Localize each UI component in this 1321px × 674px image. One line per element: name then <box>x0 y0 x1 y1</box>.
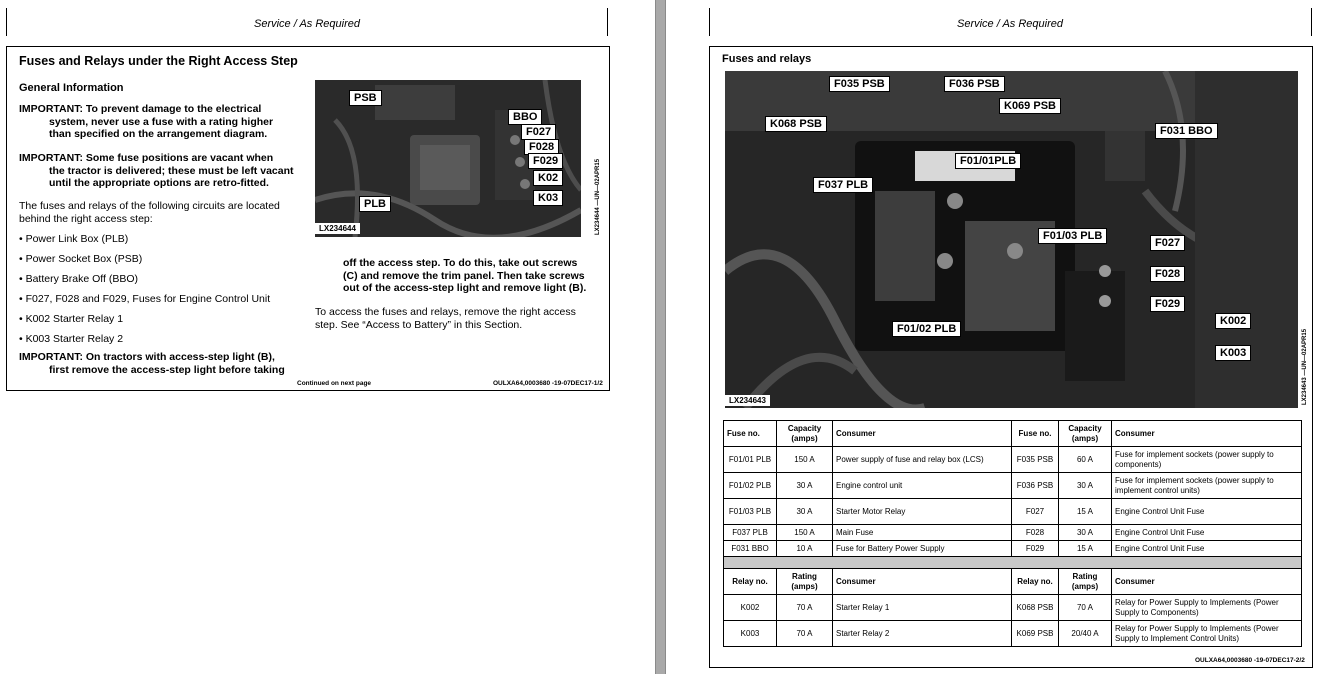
access-line-b: step. See “Access to Battery” in this Section. <box>315 318 523 331</box>
list-item: • Power Socket Box (PSB) <box>19 253 143 265</box>
list-item: • F027, F028 and F029, Fuses for Engine Control Unit <box>19 293 271 305</box>
table-row <box>724 541 1302 557</box>
important-3-line-a: IMPORTANT: On tractors with access-step light (B), <box>19 351 275 363</box>
table-cell: 60 A <box>1059 447 1112 473</box>
table-cell: 30 A <box>777 499 833 525</box>
table-header: Capacity (amps) <box>777 421 833 447</box>
left-footer-code: OULXA64,0003680 -19-07DEC17-1/2 <box>493 380 603 387</box>
table-header: Relay no. <box>1012 569 1059 595</box>
table-cell: 150 A <box>777 525 833 541</box>
access-paragraph <box>315 306 605 331</box>
important-2-line-c: until the appropriate options are retro-fitted. <box>49 177 269 189</box>
important-note-2 <box>19 152 309 190</box>
photo-label: K068 PSB <box>765 116 827 132</box>
photo-label: PLB <box>359 196 391 212</box>
table-header: Capacity (amps) <box>1059 421 1112 447</box>
photo-label: F01/02 PLB <box>892 321 961 337</box>
table-cell: K003 <box>724 621 777 647</box>
table-separator-row <box>724 557 1302 569</box>
table-row <box>724 595 1302 621</box>
important-note-3 <box>19 351 309 376</box>
photo-label: K02 <box>533 170 563 186</box>
right-page-header: Service / As Required <box>957 18 1063 30</box>
photo-label: F036 PSB <box>944 76 1005 92</box>
photo-label: F027 <box>1150 235 1185 251</box>
photo-label: K002 <box>1215 313 1251 329</box>
table-cell: Starter Relay 2 <box>833 621 1012 647</box>
table-cell: F01/03 PLB <box>724 499 777 525</box>
important-1-line-a: IMPORTANT: To prevent damage to the electrical <box>19 103 262 115</box>
important-1-line-c: than specified on the arrangement diagram. <box>49 128 268 140</box>
relay-header-row <box>724 569 1302 595</box>
photo-label: F028 <box>1150 266 1185 282</box>
table-cell: Starter Motor Relay <box>833 499 1012 525</box>
table-cell: F01/01 PLB <box>724 447 777 473</box>
photo-label: K069 PSB <box>999 98 1061 114</box>
table-row <box>724 447 1302 473</box>
table-header: Relay no. <box>724 569 777 595</box>
table-cell: Starter Relay 1 <box>833 595 1012 621</box>
photo-label: F029 <box>1150 296 1185 312</box>
fuse-header-row <box>724 421 1302 447</box>
left-page-header: Service / As Required <box>254 18 360 30</box>
photo-label: BBO <box>508 109 542 125</box>
table-cell: 70 A <box>777 595 833 621</box>
table-cell: Engine control unit <box>833 473 1012 499</box>
table-cell: F01/02 PLB <box>724 473 777 499</box>
table-cell: F027 <box>1012 499 1059 525</box>
continued-footer: Continued on next page <box>297 380 372 387</box>
photo-label: F029 <box>528 153 563 169</box>
cont-line-b: (C) and remove the trim panel. Then take screws <box>343 269 585 282</box>
table-header: Consumer <box>1112 421 1302 447</box>
table-cell: F028 <box>1012 525 1059 541</box>
photo-label: F01/03 PLB <box>1038 228 1107 244</box>
list-item: • Battery Brake Off (BBO) <box>19 273 139 285</box>
table-cell: F036 PSB <box>1012 473 1059 499</box>
intro-paragraph <box>19 200 309 225</box>
table-row <box>724 473 1302 499</box>
list-item: • Power Link Box (PLB) <box>19 233 129 245</box>
general-info-heading: General Information <box>19 82 124 94</box>
table-header: Consumer <box>833 421 1012 447</box>
table-cell: 70 A <box>1059 595 1112 621</box>
page-gutter <box>655 0 666 674</box>
table-header: Fuse no. <box>724 421 777 447</box>
table-cell: Engine Control Unit Fuse <box>1112 499 1302 525</box>
circuit-list <box>19 233 270 353</box>
cont-line-a: off the access step. To do this, take out screws <box>343 257 578 269</box>
table-cell: Fuse for implement sockets (power supply to implement control units) <box>1112 473 1302 499</box>
table-row <box>724 525 1302 541</box>
table-cell: 10 A <box>777 541 833 557</box>
table-header: Rating (amps) <box>1059 569 1112 595</box>
table-cell: K068 PSB <box>1012 595 1059 621</box>
right-page-title: Fuses and relays <box>722 53 812 65</box>
table-cell: Engine Control Unit Fuse <box>1112 525 1302 541</box>
right-footer-code: OULXA64,0003680 -19-07DEC17-2/2 <box>1195 657 1305 664</box>
important-note-1 <box>19 103 309 141</box>
table-cell: F029 <box>1012 541 1059 557</box>
photo-caption: LX234643 <box>725 395 770 406</box>
table-row <box>724 499 1302 525</box>
table-cell: K002 <box>724 595 777 621</box>
photo-label: F035 PSB <box>829 76 890 92</box>
important-1-line-b: system, never use a fuse with a rating higher <box>49 115 274 128</box>
continued-instructions <box>343 257 605 295</box>
cont-line-c: out of the access-step light and remove light (B). <box>343 282 587 294</box>
intro-line-b: behind the right access step: <box>19 212 153 225</box>
important-2-line-a: IMPORTANT: Some fuse positions are vacant when <box>19 152 274 164</box>
table-cell: Fuse for Battery Power Supply <box>833 541 1012 557</box>
table-cell: Relay for Power Supply to Implements (Power Supply to Implement Control Units) <box>1112 621 1302 647</box>
table-cell: F037 PLB <box>724 525 777 541</box>
table-cell: Relay for Power Supply to Implements (Power Supply to Components) <box>1112 595 1302 621</box>
important-3-line-b: first remove the access-step light before taking <box>49 363 285 376</box>
table-cell: 20/40 A <box>1059 621 1112 647</box>
intro-line-a: The fuses and relays of the following circuits are located <box>19 200 280 212</box>
list-item: • K002 Starter Relay 1 <box>19 313 124 325</box>
right-header-rule-right <box>1311 8 1312 36</box>
table-header: Consumer <box>1112 569 1302 595</box>
photo-label: K03 <box>533 190 563 206</box>
right-photo <box>725 71 1298 408</box>
important-2-line-b: the tractor is delivered; these must be left vacant <box>49 164 294 177</box>
table-cell: 15 A <box>1059 541 1112 557</box>
photo-label: F028 <box>524 139 559 155</box>
table-cell: Fuse for implement sockets (power supply to components) <box>1112 447 1302 473</box>
table-row <box>724 621 1302 647</box>
table-cell: F031 BBO <box>724 541 777 557</box>
table-cell: F035 PSB <box>1012 447 1059 473</box>
photo-side-code: LX234644 —UN—02APR15 <box>595 158 601 235</box>
photo-label: PSB <box>349 90 382 106</box>
photo-caption: LX234644 <box>315 223 360 234</box>
photo-side-code: LX234643 —UN—02APR15 <box>1302 328 1308 405</box>
table-cell: Main Fuse <box>833 525 1012 541</box>
photo-label: K003 <box>1215 345 1251 361</box>
table-cell: 150 A <box>777 447 833 473</box>
table-cell: 30 A <box>1059 473 1112 499</box>
table-cell: 30 A <box>777 473 833 499</box>
separator-cell <box>724 557 1302 569</box>
left-page-title: Fuses and Relays under the Right Access Step <box>19 54 298 68</box>
table-header: Rating (amps) <box>777 569 833 595</box>
access-line-a: To access the fuses and relays, remove the right access <box>315 306 576 318</box>
table-cell: 15 A <box>1059 499 1112 525</box>
photo-label: F031 BBO <box>1155 123 1218 139</box>
table-header: Fuse no. <box>1012 421 1059 447</box>
photo-label: F01/01PLB <box>955 153 1021 169</box>
photo-label: F027 <box>521 124 556 140</box>
list-item: • K003 Starter Relay 2 <box>19 333 124 345</box>
table-cell: 30 A <box>1059 525 1112 541</box>
fuse-relay-table <box>723 420 1302 647</box>
table-cell: Engine Control Unit Fuse <box>1112 541 1302 557</box>
left-photo <box>315 80 581 237</box>
table-header: Consumer <box>833 569 1012 595</box>
table-cell: Power supply of fuse and relay box (LCS) <box>833 447 1012 473</box>
table-cell: 70 A <box>777 621 833 647</box>
photo-label: F037 PLB <box>813 177 873 193</box>
table-cell: K069 PSB <box>1012 621 1059 647</box>
